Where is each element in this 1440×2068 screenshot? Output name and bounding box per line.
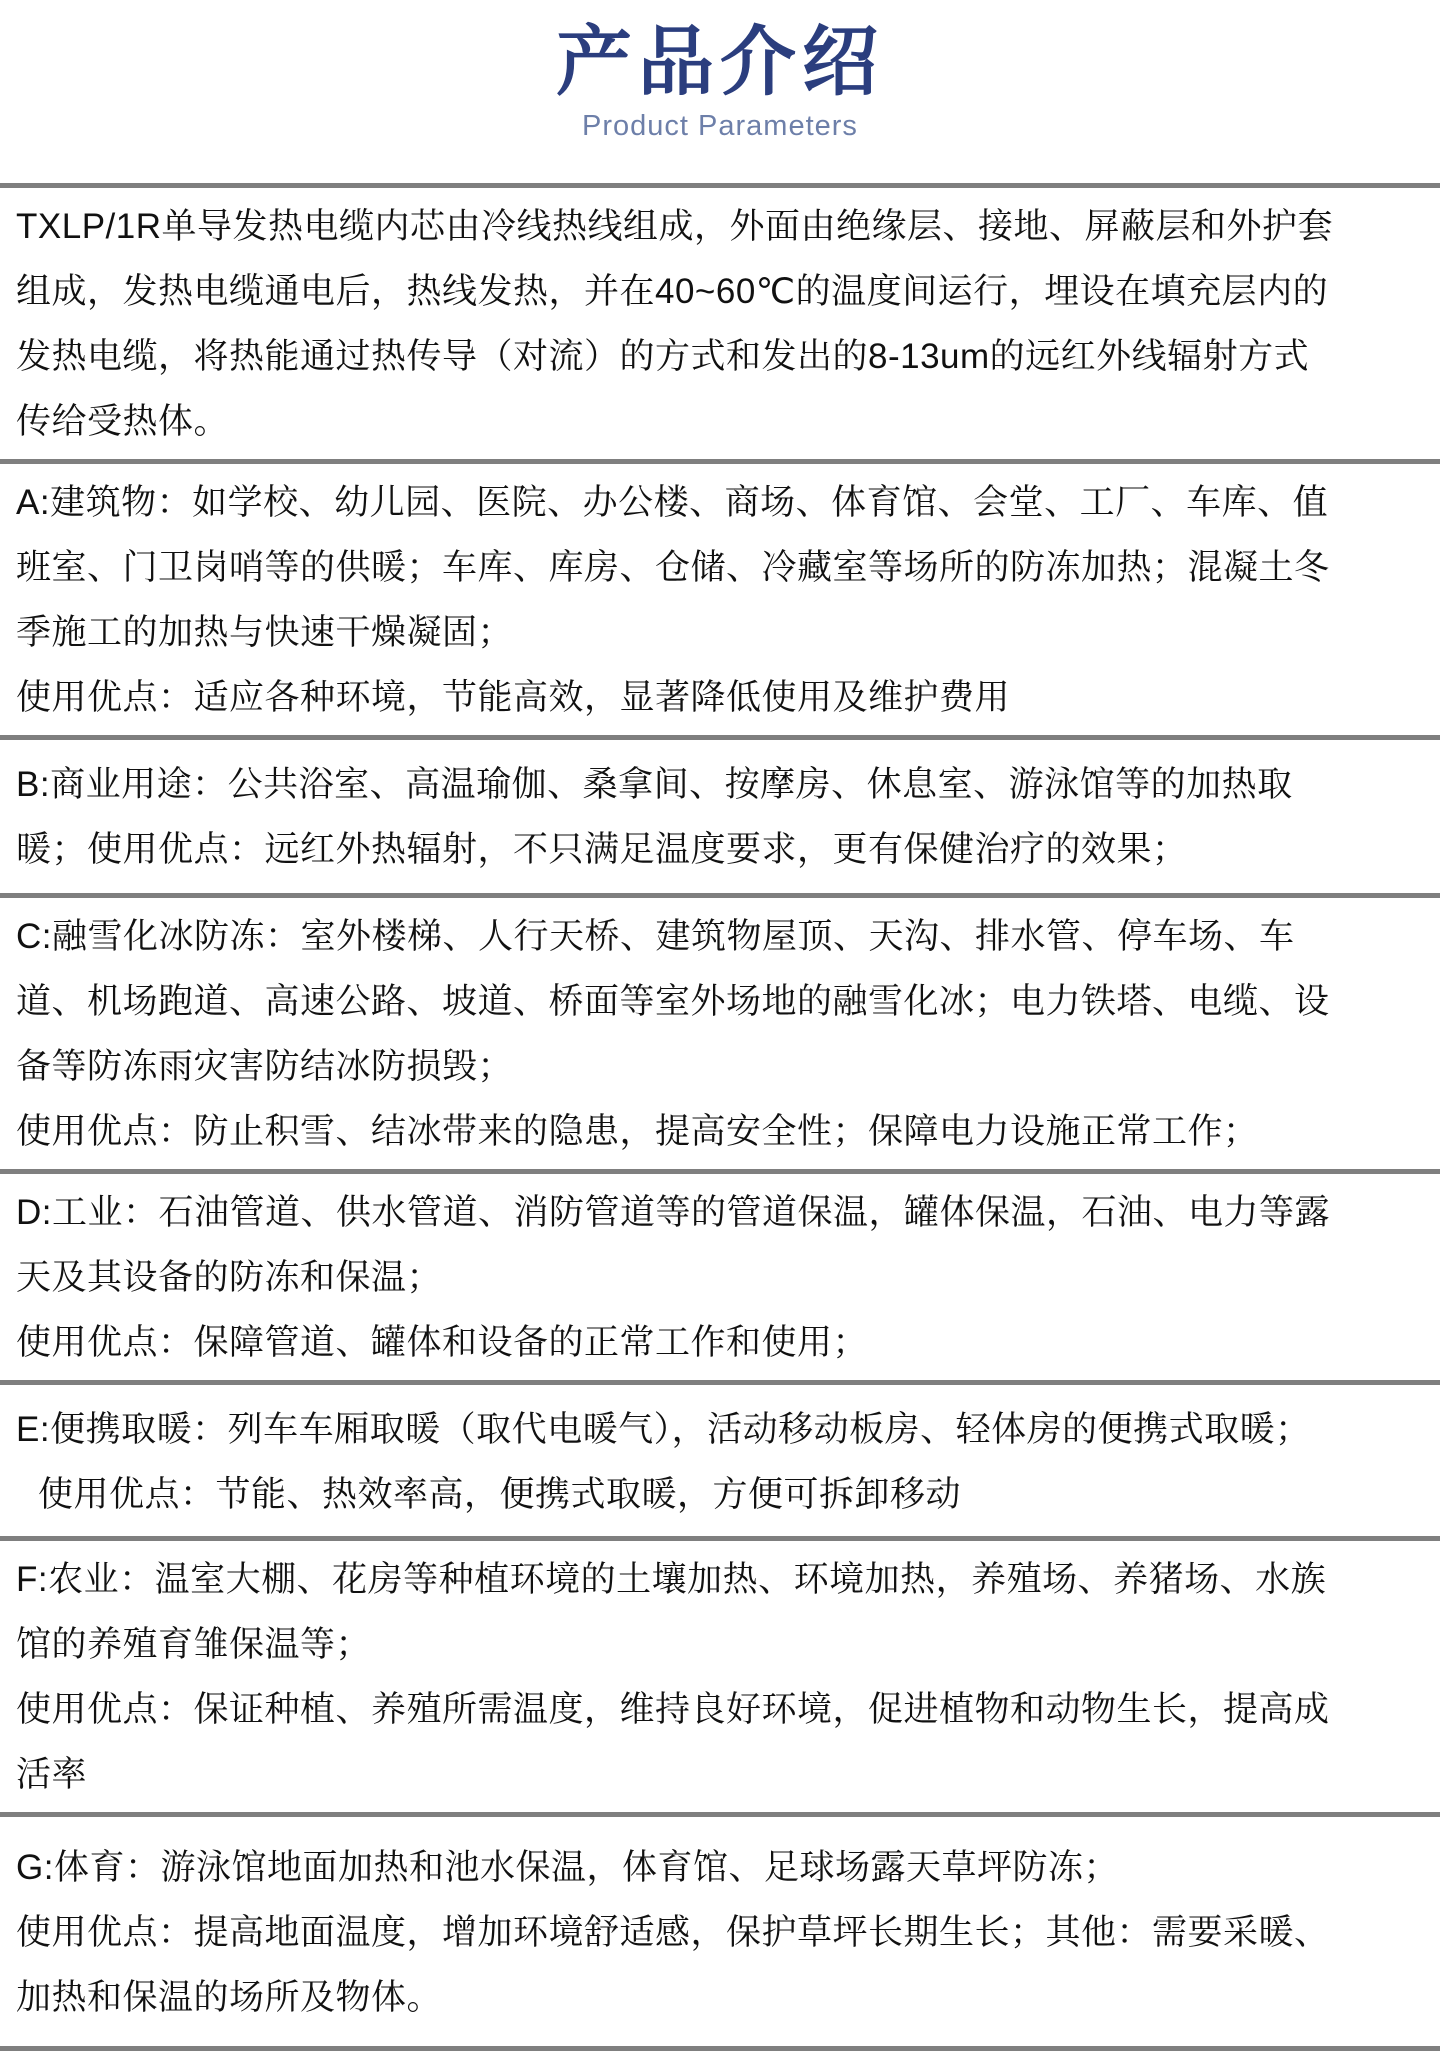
text-line: 组成，发热电缆通电后，热线发热，并在40~60℃的温度间运行，埋设在填充层内的 [16,271,1329,311]
text-line: 活率 [16,1754,88,1794]
text-line: 天及其设备的防冻和保温； [16,1257,443,1297]
section-e-portable-heating [0,1385,1440,1536]
page-title: 产品介绍 [556,20,884,105]
text-line: B:商业用途：公共浴室、高温瑜伽、桑拿间、按摩房、休息室、游泳馆等的加热取 [16,764,1293,804]
text-line: 使用优点：保证种植、养殖所需温度，维持良好环境，促进植物和动物生长，提高成 [16,1689,1330,1729]
text-line: 使用优点：提高地面温度，增加环境舒适感，保护草坪长期生长；其他：需要采暖、 [16,1912,1330,1952]
text-line: 班室、门卫岗哨等的供暖；车库、库房、仓储、冷藏室等场所的防冻加热；混凝土冬 [16,547,1330,587]
text-line: 加热和保温的场所及物体。 [16,1977,443,2017]
page-header [0,0,1440,143]
page-subtitle: Product Parameters [582,109,858,142]
text-line: 发热电缆，将热能通过热传导（对流）的方式和发出的8-13um的远红外线辐射方式 [16,336,1310,376]
text-line: F:农业：温室大棚、花房等种植环境的土壤加热、环境加热，养殖场、养猪场、水族 [16,1559,1327,1599]
text-line: 使用优点：保障管道、罐体和设备的正常工作和使用； [16,1322,869,1362]
section-g-sports [0,1817,1440,2046]
section-a-buildings [0,464,1440,735]
section-b-commercial [0,740,1440,893]
text-line: E:便携取暖：列车车厢取暖（取代电暖气），活动移动板房、轻体房的便携式取暖； [16,1409,1311,1449]
divider [0,2046,1440,2051]
text-line: 使用优点：适应各种环境，节能高效，显著降低使用及维护费用 [16,677,1011,717]
text-line: TXLP/1R单导发热电缆内芯由冷线热线组成，外面由绝缘层、接地、屏蔽层和外护套 [16,206,1334,246]
text-line: 使用优点：节能、热效率高，便携式取暖，方便可拆卸移动 [38,1474,962,1514]
text-line: 暖；使用优点：远红外热辐射，不只满足温度要求，更有保健治疗的效果； [16,829,1188,869]
text-line: 传给受热体。 [16,401,230,441]
text-line: 备等防冻雨灾害防结冰防损毁； [16,1046,514,1086]
section-f-agriculture [0,1541,1440,1812]
text-line: 道、机场跑道、高速公路、坡道、桥面等室外场地的融雪化冰；电力铁塔、电缆、设 [16,981,1330,1021]
section-intro [0,188,1440,459]
text-line: 馆的养殖育雏保温等； [16,1624,372,1664]
section-d-industrial [0,1174,1440,1380]
section-c-snow-melting [0,898,1440,1169]
text-line: D:工业：石油管道、供水管道、消防管道等的管道保温，罐体保温，石油、电力等露 [16,1192,1331,1232]
text-line: 季施工的加热与快速干燥凝固； [16,612,514,652]
text-line: 使用优点：防止积雪、结冰带来的隐患，提高安全性；保障电力设施正常工作； [16,1111,1259,1151]
text-line: A:建筑物：如学校、幼儿园、医院、办公楼、商场、体育馆、会堂、工厂、车库、值 [16,482,1329,522]
text-line: G:体育：游泳馆地面加热和池水保温，体育馆、足球场露天草坪防冻； [16,1847,1119,1887]
text-line: C:融雪化冰防冻：室外楼梯、人行天桥、建筑物屋顶、天沟、排水管、停车场、车 [16,916,1295,956]
